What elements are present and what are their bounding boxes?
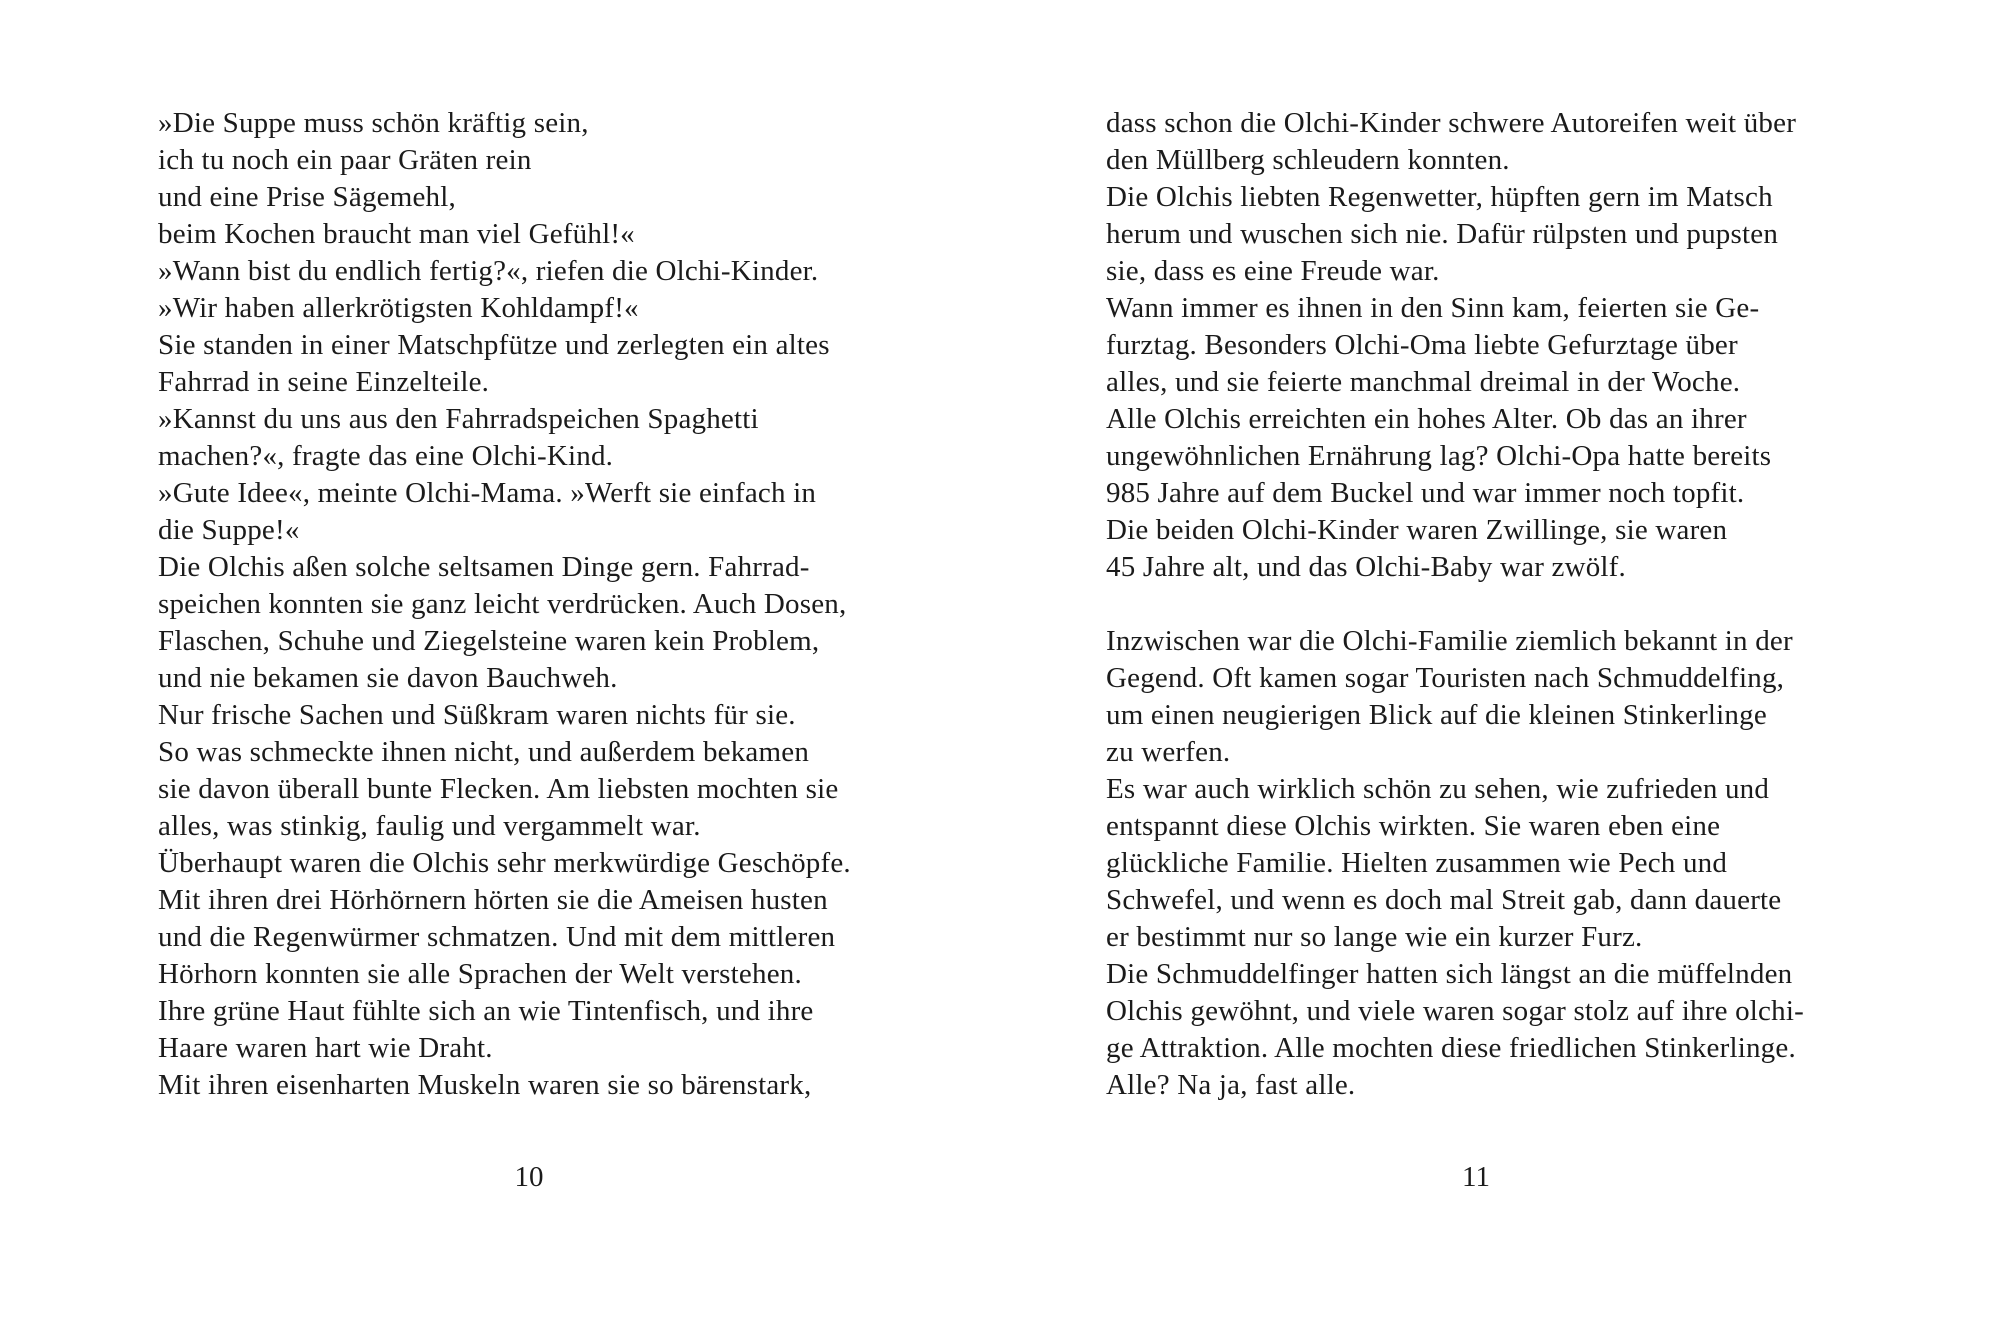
text-line: um einen neugierigen Blick auf die kleinen Stinkerlinge: [1106, 699, 1767, 731]
text-line: alles, was stinkig, faulig und vergammelt war.: [158, 810, 701, 842]
text-line: herum und wuschen sich nie. Dafür rülpsten und pupsten: [1106, 218, 1779, 250]
page-left: [158, 105, 900, 1104]
text-line: Flaschen, Schuhe und Ziegelsteine waren kein Problem,: [158, 625, 820, 657]
text-line: So was schmeckte ihnen nicht, und außerdem bekamen: [158, 736, 810, 768]
page-right: [1106, 105, 1846, 1104]
text-line: 45 Jahre alt, und das Olchi-Baby war zwölf.: [1106, 551, 1626, 583]
text-line: machen?«, fragte das eine Olchi-Kind.: [158, 440, 614, 472]
text-line: alles, und sie feierte manchmal dreimal in der Woche.: [1106, 366, 1741, 398]
page-number-right: 11: [1462, 1161, 1490, 1193]
text-line: sie davon überall bunte Flecken. Am liebsten mochten sie: [158, 773, 839, 805]
text-line: speichen konnten sie ganz leicht verdrücken. Auch Dosen,: [158, 588, 847, 620]
text-line: Alle Olchis erreichten ein hohes Alter. Ob das an ihrer: [1106, 403, 1747, 435]
text-line: Olchis gewöhnt, und viele waren sogar stolz auf ihre olchi-: [1106, 995, 1804, 1027]
text-line: dass schon die Olchi-Kinder schwere Autoreifen weit über: [1106, 107, 1797, 139]
text-line: Schwefel, und wenn es doch mal Streit gab, dann dauerte: [1106, 884, 1782, 916]
text-line: Überhaupt waren die Olchis sehr merkwürdige Geschöpfe.: [158, 847, 851, 879]
text-line: entspannt diese Olchis wirkten. Sie waren eben eine: [1106, 810, 1721, 842]
text-line: Haare waren hart wie Draht.: [158, 1032, 493, 1064]
text-line: »Die Suppe muss schön kräftig sein,: [158, 107, 589, 139]
text-line: beim Kochen braucht man viel Gefühl!«: [158, 218, 635, 250]
text-line: sie, dass es eine Freude war.: [1106, 255, 1440, 287]
text-line: 985 Jahre auf dem Buckel und war immer noch topfit.: [1106, 477, 1745, 509]
text-line: furztag. Besonders Olchi-Oma liebte Gefurztage über: [1106, 329, 1738, 361]
text-line: Mit ihren drei Hörhörnern hörten sie die Ameisen husten: [158, 884, 828, 916]
text-line: Es war auch wirklich schön zu sehen, wie zufrieden und: [1106, 773, 1770, 805]
text-line: Die Olchis aßen solche seltsamen Dinge gern. Fahrrad-: [158, 551, 810, 583]
page-number-left: 10: [514, 1161, 544, 1193]
text-line: »Gute Idee«, meinte Olchi-Mama. »Werft sie einfach in: [158, 477, 817, 509]
text-line-blank: [1106, 586, 1846, 623]
text-line: »Wir haben allerkrötigsten Kohldampf!«: [158, 292, 639, 324]
text-line: Ihre grüne Haut fühlte sich an wie Tintenfisch, und ihre: [158, 995, 814, 1027]
text-line: Gegend. Oft kamen sogar Touristen nach Schmuddelfing,: [1106, 662, 1785, 694]
text-line: Sie standen in einer Matschpfütze und zerlegten ein altes: [158, 329, 830, 361]
text-line: Hörhorn konnten sie alle Sprachen der Welt verstehen.: [158, 958, 802, 990]
text-line: und die Regenwürmer schmatzen. Und mit dem mittleren: [158, 921, 836, 953]
text-line: Nur frische Sachen und Süßkram waren nichts für sie.: [158, 699, 796, 731]
text-line: und nie bekamen sie davon Bauchweh.: [158, 662, 618, 694]
text-line: Die beiden Olchi-Kinder waren Zwillinge, sie waren: [1106, 514, 1728, 546]
text-line: und eine Prise Sägemehl,: [158, 181, 456, 213]
text-line: Die Olchis liebten Regenwetter, hüpften gern im Matsch: [1106, 181, 1773, 213]
text-line: »Wann bist du endlich fertig?«, riefen die Olchi-Kinder.: [158, 255, 819, 287]
text-line: zu werfen.: [1106, 736, 1231, 768]
text-line: den Müllberg schleudern konnten.: [1106, 144, 1510, 176]
text-line: Mit ihren eisenharten Muskeln waren sie so bärenstark,: [158, 1069, 812, 1101]
text-line: Die Schmuddelfinger hatten sich längst an die müffelnden: [1106, 958, 1793, 990]
text-line: ungewöhnlichen Ernährung lag? Olchi-Opa hatte bereits: [1106, 440, 1772, 472]
text-line: Alle? Na ja, fast alle.: [1106, 1069, 1356, 1101]
text-line: ich tu noch ein paar Gräten rein: [158, 144, 532, 176]
text-line: Fahrrad in seine Einzelteile.: [158, 366, 490, 398]
text-line: Inzwischen war die Olchi-Familie ziemlich bekannt in der: [1106, 625, 1793, 657]
text-line: Wann immer es ihnen in den Sinn kam, feierten sie Ge-: [1106, 292, 1760, 324]
text-line: »Kannst du uns aus den Fahrradspeichen Spaghetti: [158, 403, 759, 435]
text-line: die Suppe!«: [158, 514, 300, 546]
text-line: glückliche Familie. Hielten zusammen wie Pech und: [1106, 847, 1728, 879]
text-line: ge Attraktion. Alle mochten diese friedlichen Stinkerlinge.: [1106, 1032, 1796, 1064]
text-line: er bestimmt nur so lange wie ein kurzer Furz.: [1106, 921, 1643, 953]
